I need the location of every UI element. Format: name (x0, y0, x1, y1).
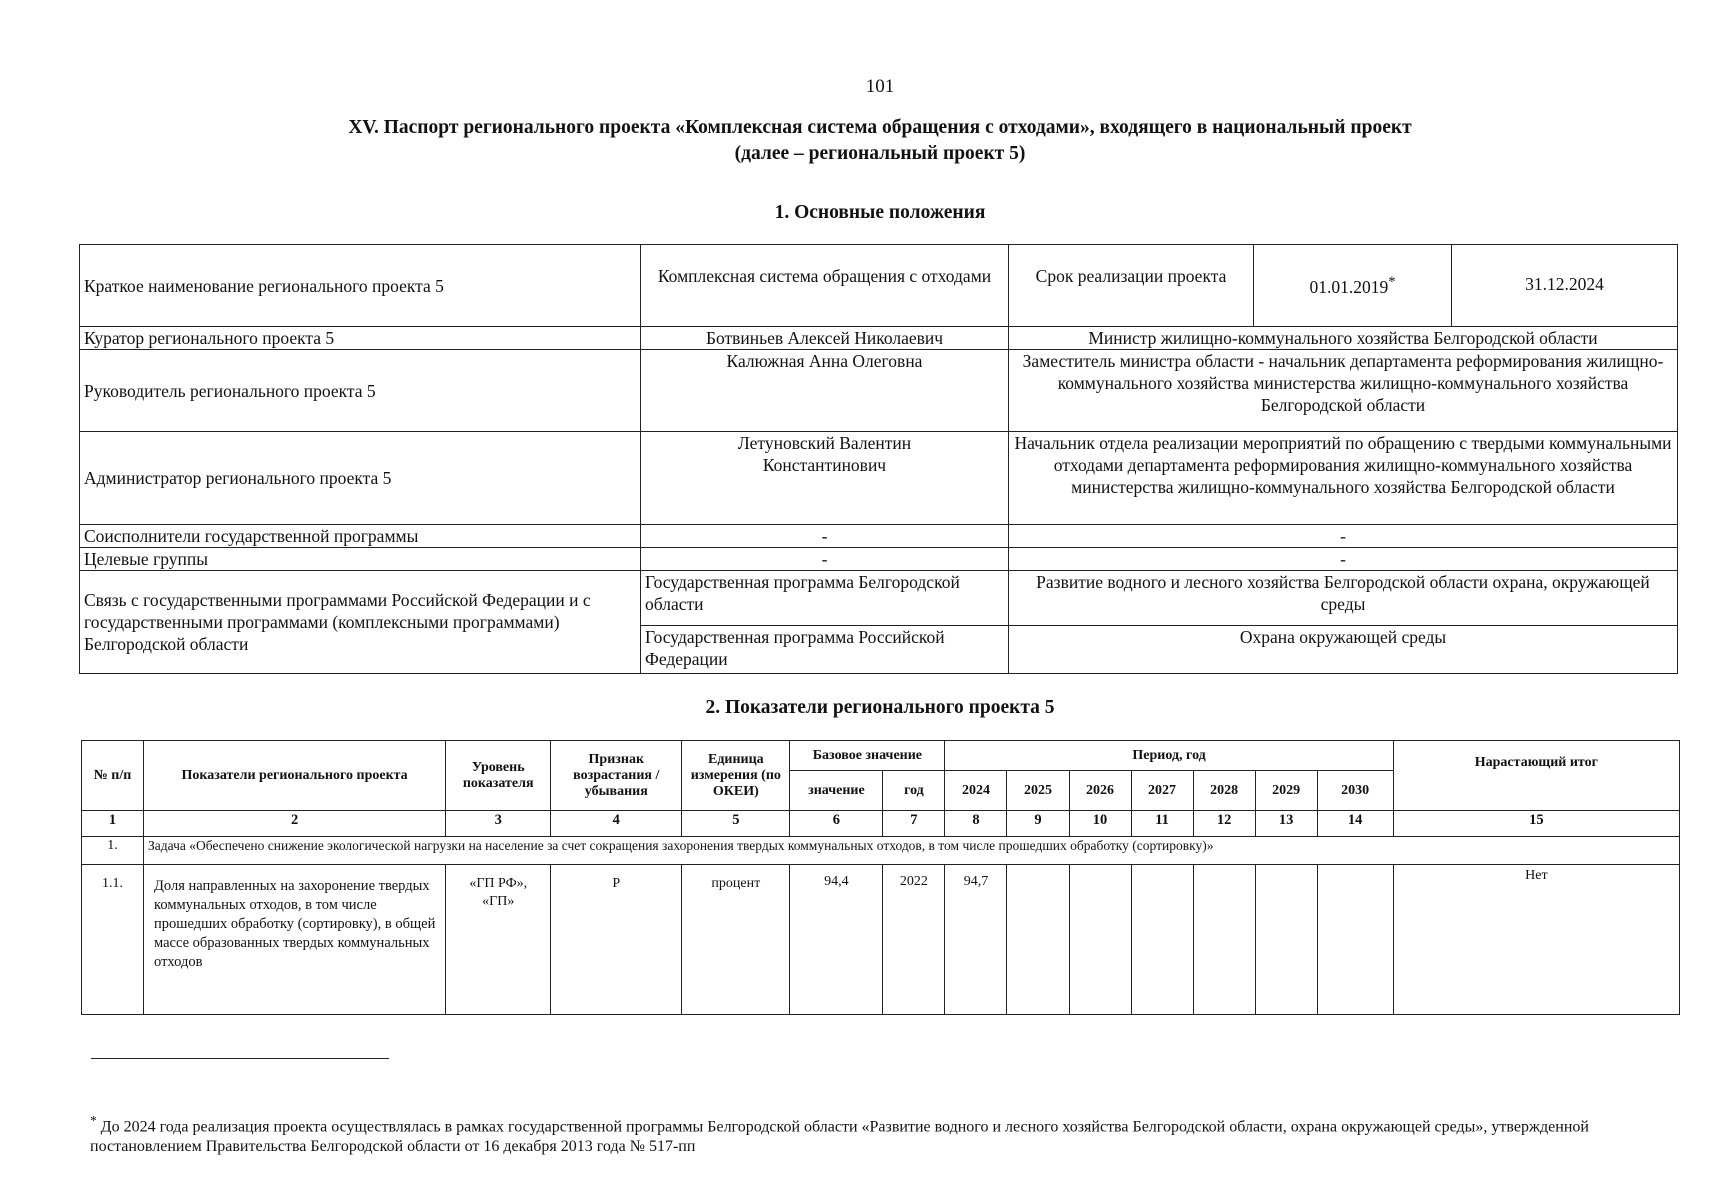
federal-program-value: Охрана окружающей среды (1009, 626, 1678, 674)
page-number: 101 (865, 76, 895, 97)
header-sign: Признак возрастания / убывания (551, 741, 682, 811)
column-number: 10 (1069, 811, 1131, 837)
header-unit: Единица измерения (по ОКЕИ) (682, 741, 790, 811)
programs-link-label: Связь с государственными программами Российской Федерации и с государственными программами (комплексными программами) Белгородской области (80, 571, 641, 674)
table-row (80, 245, 1678, 327)
column-number: 15 (1393, 811, 1679, 837)
header-base: Базовое значение (790, 741, 945, 771)
indicator-cumulative: Нет (1393, 865, 1679, 1015)
title-line-1: XV. Паспорт регионального проекта «Комплексная система обращения с отходами», входящего в национальный проект (348, 117, 1412, 138)
footnote-separator (91, 1058, 389, 1059)
target-groups-position: - (1009, 548, 1678, 571)
header-base-value: значение (790, 771, 883, 811)
header-cumulative: Нарастающий итог (1393, 741, 1679, 811)
table-row (80, 350, 1678, 432)
short-name-label: Краткое наименование регионального проекта 5 (80, 245, 641, 327)
header-year: 2028 (1193, 771, 1255, 811)
curator-position: Министр жилищно-коммунального хозяйства Белгородской области (1009, 327, 1678, 350)
column-numbers-row (82, 811, 1680, 837)
indicator-2029 (1255, 865, 1317, 1015)
curator-label: Куратор регионального проекта 5 (80, 327, 641, 350)
indicator-base-year: 2022 (883, 865, 945, 1015)
table-row (80, 548, 1678, 571)
indicator-level: «ГП РФ», «ГП» (446, 865, 551, 1015)
header-year: 2024 (945, 771, 1007, 811)
column-number: 14 (1317, 811, 1393, 837)
task-text: Задача «Обеспечено снижение экологической нагрузки на население за счет сокращения захоронения твердых коммунальных отходов, в том числе прошедших обработку (сортировку)» (144, 837, 1680, 865)
header-year: 2025 (1007, 771, 1069, 811)
indicator-name: Доля направленных на захоронение твердых коммунальных отходов, в том числе прошедших обработку (сортировку), в общей массе образованных твердых коммунальных отходов (144, 865, 446, 1015)
column-number: 6 (790, 811, 883, 837)
target-groups-label: Целевые группы (80, 548, 641, 571)
table-row (80, 525, 1678, 548)
indicator-2027 (1131, 865, 1193, 1015)
short-name-value: Комплексная система обращения с отходами (641, 245, 1009, 327)
indicator-num: 1.1. (82, 865, 144, 1015)
indicator-sign: Р (551, 865, 682, 1015)
section-2-title: 2. Показатели регионального проекта 5 (705, 697, 1055, 718)
admin-label: Администратор регионального проекта 5 (80, 432, 641, 525)
footnote (90, 1111, 1650, 1157)
document-title (80, 115, 1680, 167)
indicator-2025 (1007, 865, 1069, 1015)
regional-program-label: Государственная программа Белгородской области (641, 571, 1009, 626)
column-number: 3 (446, 811, 551, 837)
coexec-label: Соисполнители государственной программы (80, 525, 641, 548)
federal-program-label: Государственная программа Российской Федерации (641, 626, 1009, 674)
title-line-2: (далее – региональный проект 5) (734, 143, 1026, 164)
table-row (80, 571, 1678, 626)
task-num: 1. (82, 837, 144, 865)
header-level: Уровень показателя (446, 741, 551, 811)
start-date-footnote-mark: * (1388, 274, 1396, 290)
term-label: Срок реализации проекта (1009, 245, 1254, 327)
column-number: 2 (144, 811, 446, 837)
indicator-unit: процент (682, 865, 790, 1015)
footnote-mark: * (90, 1113, 97, 1128)
column-number: 11 (1131, 811, 1193, 837)
column-number: 7 (883, 811, 945, 837)
table-row (80, 432, 1678, 525)
leader-label: Руководитель регионального проекта 5 (80, 350, 641, 432)
header-year: 2027 (1131, 771, 1193, 811)
indicator-2026 (1069, 865, 1131, 1015)
column-number: 12 (1193, 811, 1255, 837)
table-row (82, 865, 1680, 1015)
indicators-table (81, 740, 1680, 1015)
header-year: 2030 (1317, 771, 1393, 811)
curator-name: Ботвиньев Алексей Николаевич (641, 327, 1009, 350)
end-date: 31.12.2024 (1452, 245, 1678, 327)
start-date-value: 01.01.2019 (1309, 276, 1389, 297)
leader-name: Калюжная Анна Олеговна (641, 350, 1009, 432)
leader-position: Заместитель министра области - начальник департамента реформирования жилищно-коммунального хозяйства министерства жилищно-коммунального хозяйства Белгородской области (1009, 350, 1678, 432)
header-year: 2029 (1255, 771, 1317, 811)
indicator-2024: 94,7 (945, 865, 1007, 1015)
admin-position: Начальник отдела реализации мероприятий по обращению с твердыми коммунальными отходами департамента реформирования жилищно-коммунального хозяйства министерства жилищно-коммунального хозяйства Белгородской области (1009, 432, 1678, 525)
section-1-title: 1. Основные положения (774, 202, 986, 223)
basic-provisions-table (79, 244, 1678, 674)
coexec-position: - (1009, 525, 1678, 548)
regional-program-value: Развитие водного и лесного хозяйства Белгородской области охрана, окружающей среды (1009, 571, 1678, 626)
indicator-2028 (1193, 865, 1255, 1015)
footnote-text: До 2024 года реализация проекта осуществлялась в рамках государственной программы Белгородской области «Развитие водного и лесного хозяйства Белгородской области, охрана окружающей среды», утвержденной постановлением Правительства Белгородской области от 16 декабря 2013 года № 517-пп (90, 1118, 1589, 1156)
header-year: 2026 (1069, 771, 1131, 811)
table-row (80, 327, 1678, 350)
indicator-base-value: 94,4 (790, 865, 883, 1015)
header-period: Период, год (945, 741, 1393, 771)
column-number: 5 (682, 811, 790, 837)
coexec-name: - (641, 525, 1009, 548)
column-number: 1 (82, 811, 144, 837)
header-name: Показатели регионального проекта (144, 741, 446, 811)
task-row (82, 837, 1680, 865)
indicator-2030 (1317, 865, 1393, 1015)
column-number: 8 (945, 811, 1007, 837)
column-number: 13 (1255, 811, 1317, 837)
header-num: № п/п (82, 741, 144, 811)
start-date (1254, 245, 1452, 327)
admin-name: Летуновский Валентин Константинович (641, 432, 1009, 525)
target-groups-name: - (641, 548, 1009, 571)
column-number: 9 (1007, 811, 1069, 837)
header-base-year: год (883, 771, 945, 811)
header-row (82, 741, 1680, 771)
column-number: 4 (551, 811, 682, 837)
